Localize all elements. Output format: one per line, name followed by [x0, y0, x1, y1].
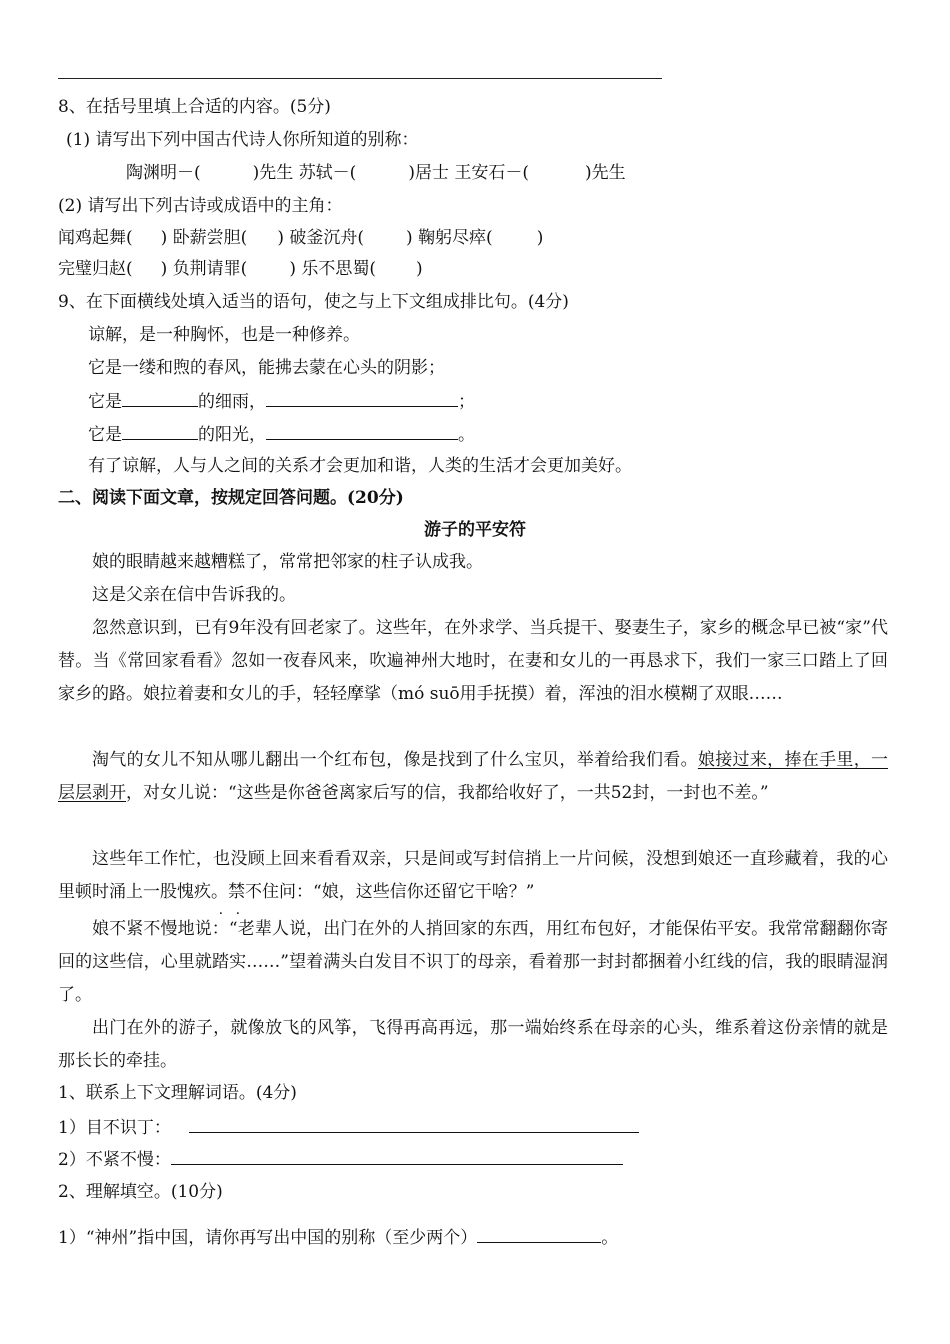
q9-blank2[interactable]	[266, 390, 458, 407]
question-2-1-text: 1）“神州”指中国，请你再写出中国的别称（至少两个）	[58, 1228, 478, 1248]
q9-line4-mid: 的阳光，	[198, 425, 266, 445]
paragraph-2: 这是父亲在信中告诉我的。	[92, 585, 296, 605]
q9-blank3[interactable]	[122, 423, 198, 440]
q9-line4-end: 。	[458, 425, 475, 445]
idiom-pofu: 破釜沉舟(	[289, 228, 365, 248]
question-2-heading: 2、理解填空。(10分)	[58, 1182, 223, 1202]
paragraph-6: 娘不紧不慢地说：“老辈人说，出门在外的人捎回家的东西，用红布包好，才能保佑平安。我常常翻翻你寄回的这些信，心里就踏实……”望着满头白发目不识丁的母亲，看着那一封封都捆着小红线的信，我的眼睛湿润了。	[58, 919, 888, 1005]
paragraph-4-a: 淘气的女儿不知从哪儿翻出一个红布包，像是找到了什么宝贝，举着给我们看。	[92, 750, 698, 770]
q8-sub2: (2) 请写出下列古诗或成语中的主角：	[58, 196, 343, 216]
q9-blank1[interactable]	[122, 390, 198, 407]
q9-line5: 有了谅解，人与人之间的关系才会更加和谐，人类的生活才会更加美好。	[88, 456, 632, 476]
q8-poets-row	[126, 162, 626, 184]
poet-su: 苏轼－(	[298, 163, 357, 183]
paren-close: )	[416, 259, 423, 279]
poet-wang-suffix: )先生	[585, 163, 626, 183]
q9-line1: 谅解，是一种胸怀，也是一种修养。	[88, 325, 360, 345]
article-title: 游子的平安符	[424, 520, 526, 540]
idiom-fujing: 负荆请罪(	[172, 259, 248, 279]
question-1-heading: 1、联系上下文理解词语。(4分)	[58, 1083, 297, 1103]
paragraph-1: 娘的眼睛越来越糟糕了，常常把邻家的柱子认成我。	[92, 552, 483, 572]
question-2-1-end: 。	[601, 1228, 619, 1248]
q9-heading: 9、在下面横线处填入适当的语句，使之与上下文组成排比句。(4分)	[58, 292, 569, 312]
paragraph-3: 忽然意识到，已有9年没有回老家了。这些年，在外求学、当兵提干、娶妻生子，家乡的概念早已被“家”代替。当《常回家看看》忽如一夜春风来，吹遍神州大地时，在妻和女儿的一再恳求下，我们一家三口踏上了回家乡的路。娘拉着妻和女儿的手，轻轻摩挲（mó suō用手抚摸）着，浑浊的泪水模糊了双眼……	[58, 618, 888, 704]
paren-close: )	[160, 228, 168, 248]
idiom-lebusi: 乐不思蜀(	[301, 259, 377, 279]
paren-close: )	[277, 228, 284, 248]
idiom-wanbi: 完璧归赵(	[58, 259, 133, 279]
q8-heading: 8、在括号里填上合适的内容。(5分)	[58, 97, 331, 117]
paragraph-4	[58, 744, 888, 810]
paragraph-5	[58, 843, 888, 909]
section2-heading: 二、阅读下面文章，按规定回答问题。(20分)	[58, 488, 404, 508]
idiom-jugong: 鞠躬尽瘁(	[418, 228, 493, 248]
q8-sub1: (1) 请写出下列中国古代诗人你所知道的别称：	[66, 130, 419, 150]
question-1-1	[58, 1116, 639, 1139]
dotted-char-kui: 愧 .	[177, 882, 194, 902]
poet-tao: 陶渊明－(	[126, 163, 201, 183]
question-1-2	[58, 1148, 623, 1171]
paragraph-7: 出门在外的游子，就像放飞的风筝，飞得再高再远，那一端始终系在母亲的心头，维系着这份亲情的就是那长长的牵挂。	[58, 1018, 888, 1071]
poet-wang: 王安石－(	[454, 163, 530, 183]
paragraph-4-b: ，对女儿说：“这些是你爸爸离家后写的信，我都给收好了，一共52封，一封也不差。”	[126, 783, 769, 803]
q9-line4	[88, 423, 475, 446]
paren-close: )	[289, 259, 296, 279]
question-1-2-answer[interactable]	[171, 1148, 623, 1165]
dotted-char-jiu: 疚 .	[194, 882, 211, 902]
paren-close: )	[160, 259, 168, 279]
poet-su-suffix: )居士	[408, 163, 449, 183]
paren-close: )	[536, 228, 544, 248]
paragraph-5-a: 这些年工作忙，也没顾上回来看看双亲，只是间或写封信捎上一片问候，没想到娘还一直珍藏着，我的心里顿时涌上一股	[58, 849, 888, 902]
q8-idioms-row1	[58, 227, 543, 249]
question-2-1	[58, 1226, 618, 1249]
q9-line4-start: 它是	[88, 425, 122, 445]
question-2-1-answer[interactable]	[477, 1226, 601, 1243]
paragraph-5-b: 。禁不住问：“娘，这些信你还留它干啥？”	[211, 882, 535, 902]
top-rule	[58, 78, 662, 79]
q9-line3-mid: 的细雨，	[198, 392, 266, 412]
paren-close: )	[406, 228, 413, 248]
idiom-woxin: 卧薪尝胆(	[172, 228, 248, 248]
question-1-1-answer[interactable]	[189, 1116, 639, 1133]
underlined-sentence: 娘接过来，捧在手里，一层层剥开	[58, 750, 889, 803]
question-1-2-label: 2）不紧不慢：	[58, 1150, 171, 1170]
q9-line2: 它是一缕和煦的春风，能拂去蒙在心头的阴影；	[88, 358, 445, 378]
q9-blank4[interactable]	[266, 423, 458, 440]
q9-line3-start: 它是	[88, 392, 122, 412]
q9-line3-end: ；	[458, 392, 475, 412]
q8-idioms-row2	[58, 258, 423, 280]
poet-tao-suffix: )先生	[252, 163, 294, 183]
idiom-wenji: 闻鸡起舞(	[58, 228, 133, 248]
q9-line3	[88, 390, 475, 413]
question-1-1-label: 1）目不识丁：	[58, 1118, 171, 1138]
